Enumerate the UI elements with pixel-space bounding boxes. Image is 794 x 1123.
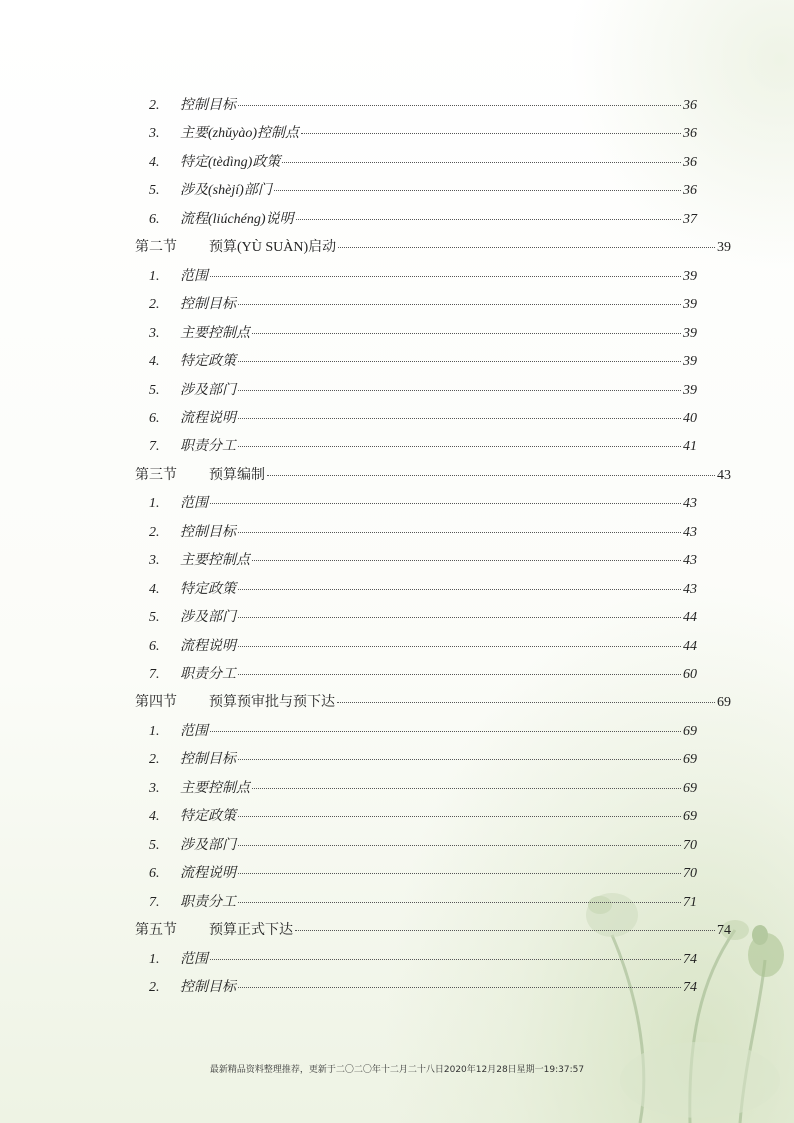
toc-item-entry[interactable] [149, 837, 697, 855]
toc-item-number: 7. [149, 667, 160, 682]
toc-item-number: 4. [149, 809, 160, 824]
toc-item-number: 2. [149, 752, 160, 767]
toc-item-entry[interactable] [149, 524, 697, 542]
toc-item-entry[interactable] [149, 495, 697, 513]
toc-dot-leader [210, 502, 681, 504]
toc-page-number: 74 [683, 952, 697, 967]
toc-item-number: 6. [149, 411, 160, 426]
toc-item-entry[interactable] [149, 438, 697, 456]
toc-entry-title: 流程说明 [180, 411, 236, 426]
toc-page-number: 69 [683, 752, 697, 767]
toc-page-number: 71 [683, 895, 697, 910]
toc-entry-title: 特定政策 [180, 582, 236, 597]
toc-item-number: 1. [149, 496, 160, 511]
toc-item-number: 7. [149, 895, 160, 910]
toc-page-number: 36 [683, 183, 697, 198]
toc-item-entry[interactable] [149, 581, 697, 599]
toc-item-number: 3. [149, 553, 160, 568]
toc-item-entry[interactable] [149, 382, 697, 400]
toc-dot-leader [238, 758, 681, 760]
toc-item-number: 2. [149, 98, 160, 113]
page-footer: 最新精品资料整理推荐，更新于二〇二〇年十二月二十八日2020年12月28日星期一19:37:57 [209, 1065, 585, 1075]
toc-entry-title: 范围 [180, 496, 208, 511]
toc-page-number: 44 [683, 639, 697, 654]
toc-item-entry[interactable] [149, 296, 697, 314]
toc-page-number: 39 [683, 354, 697, 369]
toc-section-number: 第四节 [135, 695, 177, 710]
toc-page-number: 43 [683, 496, 697, 511]
toc-item-number: 4. [149, 582, 160, 597]
toc-page-number: 70 [683, 866, 697, 881]
toc-item-entry[interactable] [149, 325, 697, 343]
toc-page-number: 40 [683, 411, 697, 426]
toc-entry-title: 职责分工 [180, 895, 236, 910]
toc-entry-title: 预算预审批与预下达 [209, 695, 335, 710]
toc-item-number: 3. [149, 781, 160, 796]
toc-item-number: 6. [149, 639, 160, 654]
toc-item-number: 5. [149, 183, 160, 198]
toc-item-entry[interactable] [149, 609, 697, 627]
toc-item-entry[interactable] [149, 97, 697, 115]
toc-dot-leader [210, 958, 681, 960]
toc-dot-leader [238, 531, 681, 533]
toc-entry-title: 特定政策 [180, 354, 236, 369]
toc-item-entry[interactable] [149, 666, 697, 684]
toc-entry-title: 主要控制点 [180, 553, 250, 568]
toc-dot-leader [238, 872, 681, 874]
toc-dot-leader [238, 588, 681, 590]
toc-page-number: 60 [683, 667, 697, 682]
toc-item-number: 1. [149, 269, 160, 284]
toc-page-number: 36 [683, 98, 697, 113]
toc-section-number: 第三节 [135, 468, 177, 483]
toc-item-entry[interactable] [149, 125, 697, 143]
toc-item-entry[interactable] [149, 865, 697, 883]
toc-dot-leader [210, 275, 681, 277]
toc-dot-leader [238, 417, 681, 419]
toc-page-number: 41 [683, 439, 697, 454]
toc-item-number: 7. [149, 439, 160, 454]
toc-page-number: 43 [717, 468, 731, 483]
toc-page-number: 44 [683, 610, 697, 625]
toc-entry-title: 流程说明 [180, 639, 236, 654]
toc-item-entry[interactable] [149, 723, 697, 741]
toc-page-number: 39 [683, 297, 697, 312]
toc-item-entry[interactable] [149, 751, 697, 769]
toc-item-entry[interactable] [149, 182, 697, 200]
toc-page-number: 74 [683, 980, 697, 995]
toc-item-entry[interactable] [149, 353, 697, 371]
toc-entry-title: 流程(liúchéng)说明 [180, 212, 294, 227]
toc-entry-title: 预算(YÙ SUÀN)启动 [209, 240, 337, 255]
toc-dot-leader [210, 730, 681, 732]
toc-section-number: 第五节 [135, 923, 177, 938]
toc-entry-title: 职责分工 [180, 667, 236, 682]
toc-item-number: 2. [149, 980, 160, 995]
toc-dot-leader [238, 389, 681, 391]
toc-entry-title: 控制目标 [180, 98, 236, 113]
toc-item-entry[interactable] [149, 410, 697, 428]
toc-page-number: 43 [683, 553, 697, 568]
toc-entry-title: 主要(zhǔyào)控制点 [180, 126, 299, 141]
toc-section-entry[interactable] [135, 467, 731, 485]
toc-dot-leader [282, 161, 681, 163]
toc-item-number: 6. [149, 866, 160, 881]
toc-entry-title: 控制目标 [180, 525, 236, 540]
toc-entry-title: 涉及部门 [180, 610, 236, 625]
toc-entry-title: 预算编制 [209, 468, 265, 483]
toc-item-entry[interactable] [149, 979, 697, 997]
toc-section-number: 第二节 [135, 240, 177, 255]
toc-dot-leader [238, 901, 681, 903]
toc-item-number: 5. [149, 610, 160, 625]
toc-entry-title: 涉及部门 [180, 838, 236, 853]
toc-dot-leader [238, 815, 681, 817]
toc-item-number: 1. [149, 952, 160, 967]
toc-dot-leader [274, 189, 681, 191]
toc-item-number: 4. [149, 155, 160, 170]
toc-entry-title: 流程说明 [180, 866, 236, 881]
toc-entry-title: 控制目标 [180, 297, 236, 312]
toc-page-number: 74 [717, 923, 731, 938]
toc-item-entry[interactable] [149, 211, 697, 229]
toc-page-number: 69 [717, 695, 731, 710]
toc-dot-leader [252, 787, 681, 789]
toc-entry-title: 职责分工 [180, 439, 236, 454]
toc-page-number: 69 [683, 724, 697, 739]
toc-dot-leader [238, 986, 681, 988]
toc-section-entry[interactable] [135, 694, 731, 712]
toc-entry-title: 控制目标 [180, 752, 236, 767]
toc-dot-leader [238, 616, 681, 618]
toc-item-number: 2. [149, 297, 160, 312]
toc-item-entry[interactable] [149, 951, 697, 969]
toc-item-number: 3. [149, 326, 160, 341]
toc-entry-title: 主要控制点 [180, 781, 250, 796]
toc-item-number: 1. [149, 724, 160, 739]
toc-item-number: 5. [149, 838, 160, 853]
toc-entry-title: 主要控制点 [180, 326, 250, 341]
toc-entry-title: 特定(tèdìng)政策 [180, 155, 281, 170]
toc-item-number: 5. [149, 383, 160, 398]
toc-dot-leader [252, 559, 681, 561]
toc-dot-leader [238, 844, 681, 846]
toc-dot-leader [238, 360, 681, 362]
toc-item-entry[interactable] [149, 638, 697, 656]
toc-item-entry[interactable] [149, 808, 697, 826]
toc-item-number: 6. [149, 212, 160, 227]
toc-page-number: 70 [683, 838, 697, 853]
toc-entry-title: 范围 [180, 952, 208, 967]
toc-item-number: 4. [149, 354, 160, 369]
toc-dot-leader [252, 332, 681, 334]
toc-entry-title: 涉及部门 [180, 383, 236, 398]
toc-page-number: 39 [683, 269, 697, 284]
toc-page-number: 69 [683, 781, 697, 796]
toc-page-number: 39 [683, 326, 697, 341]
toc-dot-leader [338, 246, 715, 248]
toc-page-number: 43 [683, 525, 697, 540]
toc-dot-leader [238, 673, 681, 675]
toc-page-number: 39 [717, 240, 731, 255]
toc-item-entry[interactable] [149, 154, 697, 172]
toc-dot-leader [295, 929, 715, 931]
toc-dot-leader [238, 445, 681, 447]
toc-entry-title: 特定政策 [180, 809, 236, 824]
toc-item-number: 2. [149, 525, 160, 540]
toc-dot-leader [296, 218, 681, 220]
toc-page-number: 37 [683, 212, 697, 227]
toc-item-number: 3. [149, 126, 160, 141]
toc-dot-leader [238, 104, 681, 106]
toc-page-number: 43 [683, 582, 697, 597]
toc-page-number: 39 [683, 383, 697, 398]
toc-item-entry[interactable] [149, 780, 697, 798]
toc-section-entry[interactable] [135, 239, 731, 257]
toc-page-number: 36 [683, 155, 697, 170]
toc-dot-leader [238, 645, 681, 647]
toc-entry-title: 涉及(shèjí)部门 [180, 183, 272, 198]
toc-entry-title: 范围 [180, 724, 208, 739]
toc-section-entry[interactable] [135, 922, 731, 940]
toc-page-number: 69 [683, 809, 697, 824]
toc-item-entry[interactable] [149, 268, 697, 286]
toc-dot-leader [267, 474, 715, 476]
toc-entry-title: 范围 [180, 269, 208, 284]
toc-entry-title: 控制目标 [180, 980, 236, 995]
toc-dot-leader [301, 132, 681, 134]
toc-dot-leader [238, 303, 681, 305]
toc-page-number: 36 [683, 126, 697, 141]
toc-entry-title: 预算正式下达 [209, 923, 293, 938]
toc-item-entry[interactable] [149, 894, 697, 912]
toc-dot-leader [337, 701, 715, 703]
toc-item-entry[interactable] [149, 552, 697, 570]
